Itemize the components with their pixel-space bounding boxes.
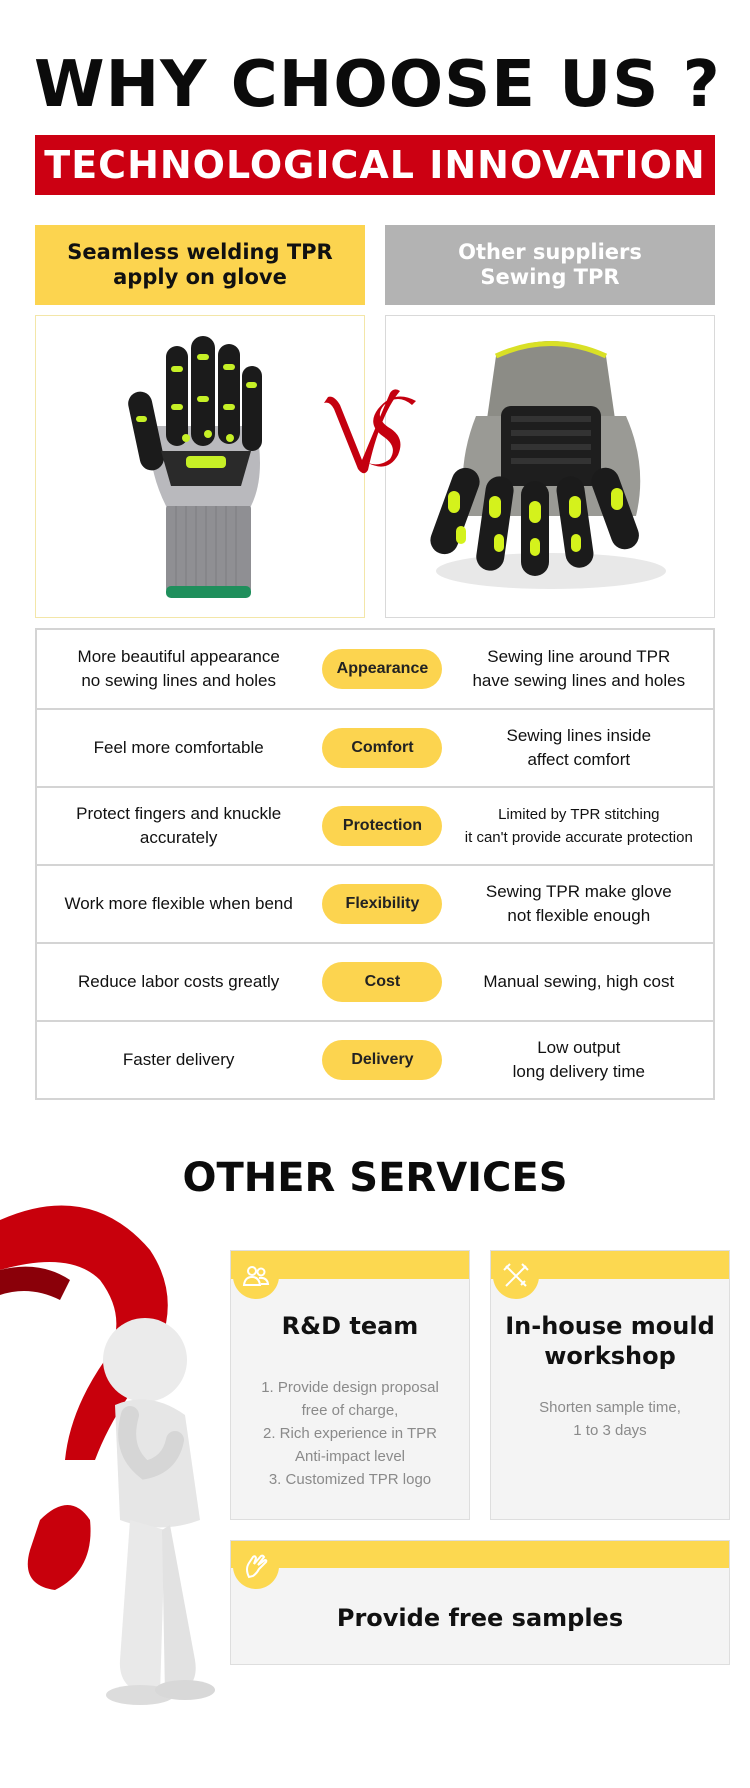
our-advantage-line: Faster delivery xyxy=(122,1050,235,1069)
criterion-cell xyxy=(320,649,444,689)
card-accent-bar xyxy=(231,1541,729,1568)
our-advantage xyxy=(37,645,320,693)
card-description xyxy=(491,1396,729,1442)
card-desc-line: 2. Rich experience in TPR xyxy=(263,1425,437,1442)
competitor-drawback-line: Manual sewing, high cost xyxy=(483,972,675,991)
our-advantage xyxy=(37,892,320,916)
comparison-row-protection xyxy=(37,786,713,864)
competitor-drawback-line: affect comfort xyxy=(527,750,631,769)
service-card-mould-workshop xyxy=(490,1250,730,1520)
tools-icon xyxy=(493,1253,539,1299)
team-icon xyxy=(233,1253,279,1299)
card-desc-line: Shorten sample time, xyxy=(539,1399,681,1416)
competitor-drawback-line: Low output xyxy=(537,1038,621,1057)
page-title: WHY CHOOSE US ? xyxy=(34,48,721,122)
service-card-rd-team xyxy=(230,1250,470,1520)
comparison-row-comfort xyxy=(37,708,713,786)
our-product-header xyxy=(35,225,365,305)
comparison-table xyxy=(35,628,715,1100)
other-product-header xyxy=(385,225,715,305)
competitor-drawback xyxy=(445,970,713,994)
competitor-drawback-line: long delivery time xyxy=(512,1062,645,1081)
our-header-line-2: apply on glove xyxy=(113,265,287,289)
card-desc-line: Anti-impact level xyxy=(294,1448,406,1465)
thinking-person-illustration xyxy=(0,1190,240,1730)
criterion-cell xyxy=(320,1040,444,1080)
competitor-drawback-line: have sewing lines and holes xyxy=(472,671,686,690)
card-title-line: In-house mould xyxy=(505,1312,715,1340)
comparison-row-cost xyxy=(37,942,713,1020)
card-title xyxy=(231,1603,729,1633)
competitor-drawback-line: not flexible enough xyxy=(507,906,651,925)
our-advantage-line: More beautiful appearance xyxy=(77,647,280,666)
our-advantage xyxy=(37,802,320,850)
hand-icon xyxy=(233,1543,279,1589)
competitor-drawback-line: Sewing TPR make glove xyxy=(485,882,672,901)
our-header-line-1: Seamless welding TPR xyxy=(67,240,333,264)
competitor-drawback-line: Sewing line around TPR xyxy=(487,647,671,666)
criterion-cell xyxy=(320,806,444,846)
service-card-free-samples xyxy=(230,1540,730,1665)
comparison-row-appearance xyxy=(37,630,713,708)
card-title-line: workshop xyxy=(544,1342,676,1370)
competitor-drawback-line: Sewing lines inside xyxy=(506,726,652,745)
competitor-drawback xyxy=(445,1036,713,1084)
our-advantage xyxy=(37,1048,320,1072)
card-title-line: R&D team xyxy=(281,1312,419,1340)
our-advantage xyxy=(37,970,320,994)
section-banner: TECHNOLOGICAL INNOVATION xyxy=(35,135,715,195)
other-header-line-1: Other suppliers xyxy=(458,240,642,264)
card-desc-line: free of charge, xyxy=(301,1402,399,1419)
competitor-drawback xyxy=(445,645,713,693)
criterion-cell xyxy=(320,962,444,1002)
criterion-pill: Cost xyxy=(322,962,442,1002)
comparison-row-flexibility xyxy=(37,864,713,942)
card-title-line: Provide free samples xyxy=(336,1604,624,1632)
competitor-drawback xyxy=(445,803,713,849)
our-advantage-line: Work more flexible when bend xyxy=(64,894,293,913)
card-title xyxy=(491,1311,729,1371)
card-desc-line: 3. Customized TPR logo xyxy=(268,1471,432,1488)
services-title: OTHER SERVICES xyxy=(182,1155,568,1201)
our-advantage-line: no sewing lines and holes xyxy=(81,671,276,690)
competitor-drawback-line: it can't provide accurate protection xyxy=(464,829,693,846)
competitor-drawback xyxy=(445,724,713,772)
competitor-drawback-line: Limited by TPR stitching xyxy=(498,806,660,823)
criterion-cell xyxy=(320,884,444,924)
our-advantage-line: Protect fingers and knuckle xyxy=(76,804,282,823)
seamless-glove-image xyxy=(35,315,365,618)
sewn-glove-image xyxy=(385,315,715,618)
card-title xyxy=(231,1311,469,1341)
competitor-drawback xyxy=(445,880,713,928)
criterion-pill: Appearance xyxy=(322,649,442,689)
criterion-pill: Flexibility xyxy=(322,884,442,924)
our-advantage-line: accurately xyxy=(139,828,218,847)
criterion-pill: Comfort xyxy=(322,728,442,768)
our-advantage-line: Reduce labor costs greatly xyxy=(78,972,280,991)
our-advantage xyxy=(37,736,320,760)
our-advantage-line: Feel more comfortable xyxy=(93,738,264,757)
card-desc-line: 1. Provide design proposal xyxy=(261,1379,439,1396)
comparison-row-delivery xyxy=(37,1020,713,1098)
card-description xyxy=(231,1376,469,1491)
criterion-pill: Protection xyxy=(322,806,442,846)
other-header-line-2: Sewing TPR xyxy=(480,265,620,289)
criterion-pill: Delivery xyxy=(322,1040,442,1080)
card-desc-line: 1 to 3 days xyxy=(573,1422,647,1439)
criterion-cell xyxy=(320,728,444,768)
vs-mark xyxy=(320,375,420,485)
